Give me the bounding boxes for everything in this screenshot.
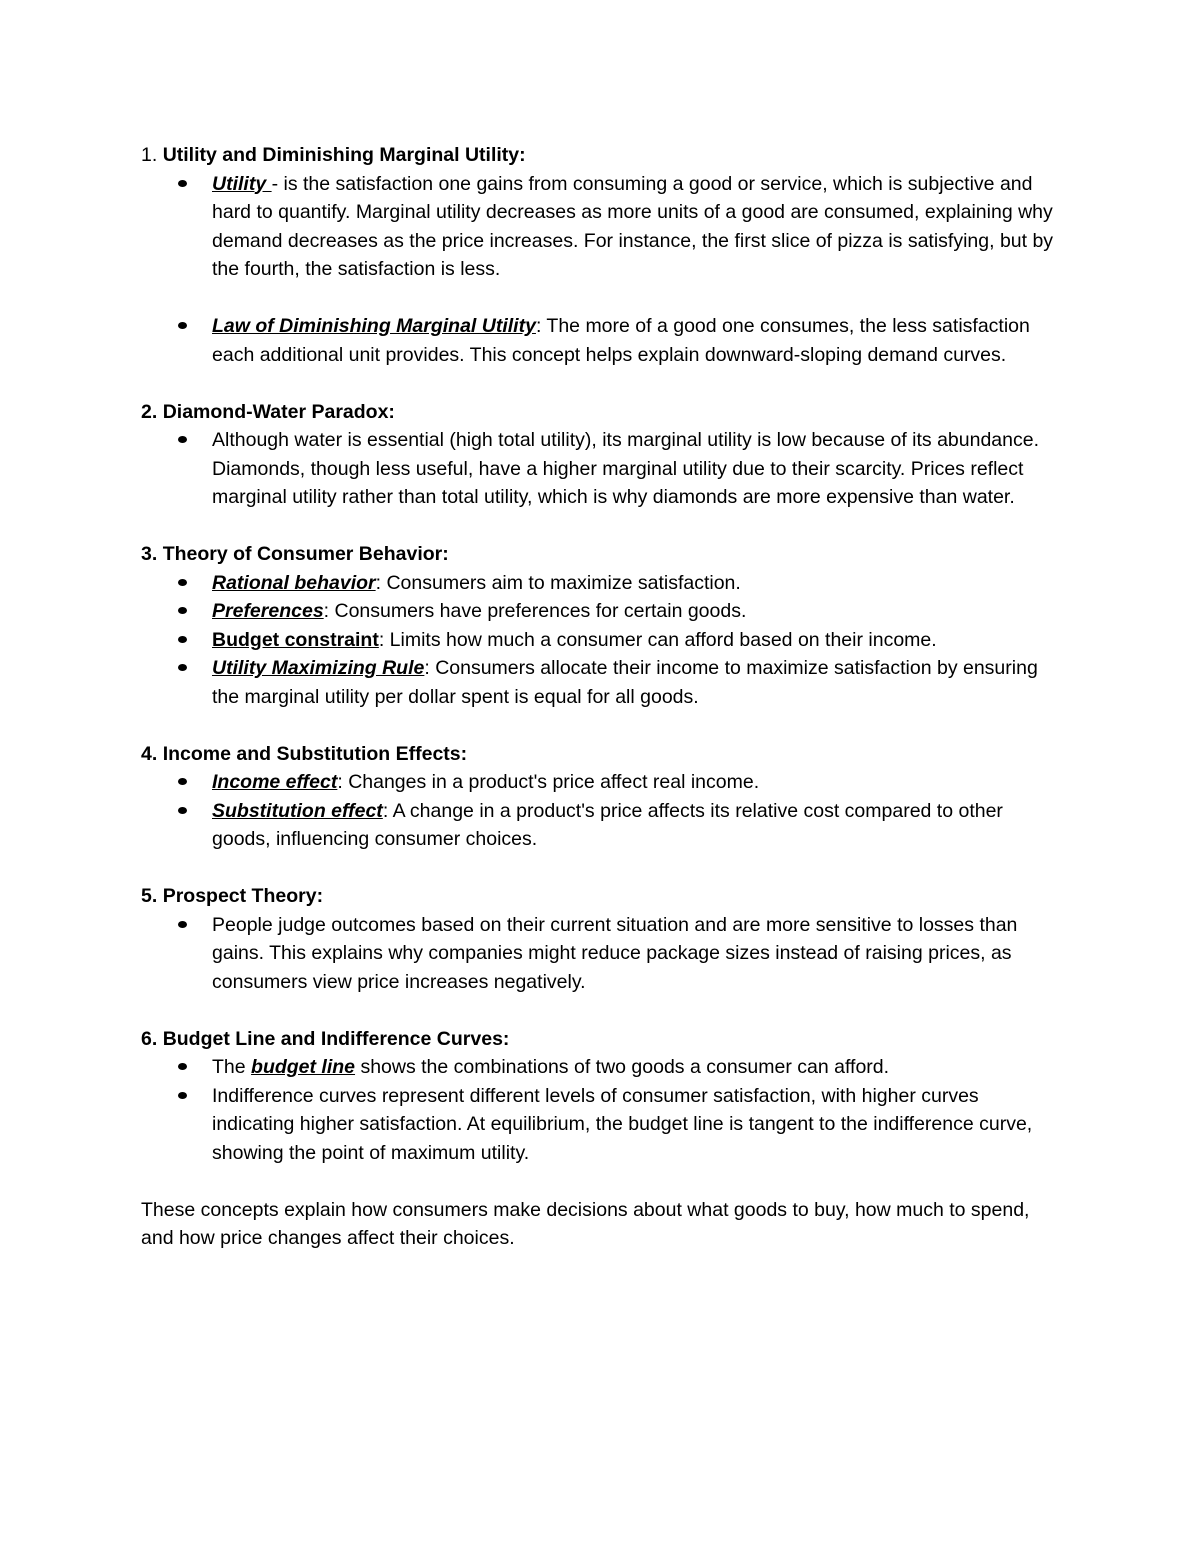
section-number: 4. bbox=[141, 742, 158, 765]
section-number: 3. bbox=[141, 543, 158, 565]
bullet-text: - is the satisfaction one gains from consuming a good or service, which is subjective and hard to quantify. Marginal utility decreases as more units of a good are consumed, explaining why demand decreases as the price increases. For instance, the first slice of pizza is satisfying, but by the fourth, the satisfaction is less. bbox=[212, 172, 1054, 280]
section-utility bbox=[141, 141, 1061, 369]
bullet-icon bbox=[178, 807, 187, 814]
bullet-icon bbox=[178, 1092, 187, 1099]
bullet-text: : Consumers have preferences for certain goods. bbox=[323, 600, 747, 622]
term-law-of-diminishing-marginal-utility: Law of Diminishing Marginal Utility bbox=[212, 315, 536, 337]
list-item bbox=[141, 170, 1061, 284]
list-item bbox=[141, 654, 1061, 711]
list-item bbox=[141, 626, 1061, 655]
bullet-text: : Changes in a product's price affect real income. bbox=[337, 771, 760, 793]
section-income-and-substitution-effects bbox=[141, 740, 1061, 854]
bullet-icon bbox=[178, 180, 187, 187]
bullet-text: Indifference curves represent different levels of consumer satisfaction, with higher curves indicating higher satisfaction. At equilibrium, the budget line is tangent to the indifference curve, showing the point of maximum utility. bbox=[212, 1084, 1033, 1164]
list-item bbox=[141, 1053, 1061, 1082]
section-title: Diamond-Water Paradox: bbox=[162, 400, 395, 423]
term-budget-constraint: Budget constraint bbox=[212, 628, 379, 651]
list-item bbox=[141, 1082, 1061, 1168]
section-number: 1. bbox=[141, 144, 158, 166]
bullet-text: : Consumers aim to maximize satisfaction. bbox=[375, 571, 741, 594]
term-preferences: Preferences bbox=[212, 600, 324, 622]
term-budget-line: budget line bbox=[251, 1056, 356, 1078]
section-title: Utility and Diminishing Marginal Utility: bbox=[162, 144, 526, 166]
list-item bbox=[141, 312, 1061, 369]
list-item bbox=[141, 797, 1061, 854]
bullet-icon bbox=[178, 1063, 187, 1070]
bullet-icon bbox=[178, 636, 187, 643]
section-prospect-theory bbox=[141, 882, 1061, 996]
section-heading bbox=[141, 740, 1061, 769]
bullet-text: The bbox=[212, 1056, 252, 1078]
section-heading bbox=[141, 141, 1061, 170]
bullet-icon bbox=[178, 579, 187, 586]
bullet-text: Although water is essential (high total utility), its marginal utility is low because of its abundance. Diamonds, though less useful, have a higher marginal utility due to their scarcity. Prices reflect marginal utility rather than total utility, which is why diamonds are more expensive than water. bbox=[212, 429, 1039, 508]
bullet-text: : Limits how much a consumer can afford based on their income. bbox=[378, 628, 937, 651]
bullet-text: : The more of a good one consumes, the less satisfaction each additional unit provides. This concept helps explain downward-sloping demand curves. bbox=[212, 315, 1030, 366]
bullet-icon bbox=[178, 921, 187, 928]
bullet-icon bbox=[178, 664, 187, 671]
bullet-icon bbox=[178, 778, 187, 785]
term-utility-maximizing-rule: Utility Maximizing Rule bbox=[212, 657, 425, 679]
list-item bbox=[141, 569, 1061, 598]
term-rational-behavior: Rational behavior bbox=[212, 571, 376, 594]
term-income-effect: Income effect bbox=[212, 771, 338, 793]
bullet-icon bbox=[178, 436, 187, 443]
section-budget-line-and-indifference-curves bbox=[141, 1025, 1061, 1168]
term-utility: Utility bbox=[212, 172, 272, 195]
section-diamond-water-paradox bbox=[141, 398, 1061, 512]
closing-paragraph: These concepts explain how consumers make decisions about what goods to buy, how much to spend, and how price changes affect their choices. bbox=[141, 1198, 1030, 1249]
bullet-list bbox=[141, 768, 1061, 854]
bullet-list bbox=[141, 911, 1061, 997]
section-theory-of-consumer-behavior bbox=[141, 540, 1061, 711]
section-title: Theory of Consumer Behavior: bbox=[162, 543, 449, 565]
list-item bbox=[141, 597, 1061, 626]
bullet-text: : Consumers allocate their income to maximize satisfaction by ensuring the marginal utility per dollar spent is equal for all goods. bbox=[212, 657, 1038, 708]
bullet-icon bbox=[178, 322, 187, 329]
term-substitution-effect: Substitution effect bbox=[212, 799, 383, 822]
bullet-text: shows the combinations of two goods a consumer can afford. bbox=[355, 1056, 890, 1078]
bullet-icon bbox=[178, 607, 187, 614]
bullet-list bbox=[141, 569, 1061, 712]
document-body bbox=[141, 141, 1061, 1253]
list-item bbox=[141, 768, 1061, 797]
section-title: Income and Substitution Effects: bbox=[162, 742, 468, 765]
section-heading bbox=[141, 882, 1061, 911]
bullet-list bbox=[141, 1053, 1061, 1167]
list-item bbox=[141, 911, 1061, 997]
section-title: Prospect Theory: bbox=[162, 885, 324, 907]
section-heading bbox=[141, 398, 1061, 427]
bullet-list bbox=[141, 170, 1061, 370]
section-title: Budget Line and Indifference Curves: bbox=[162, 1027, 510, 1050]
bullet-list bbox=[141, 426, 1061, 512]
section-number: 5. bbox=[141, 885, 158, 907]
section-number: 6. bbox=[141, 1027, 158, 1050]
section-number: 2. bbox=[141, 400, 158, 423]
section-heading bbox=[141, 540, 1061, 569]
list-item bbox=[141, 426, 1061, 512]
bullet-text: People judge outcomes based on their current situation and are more sensitive to losses than gains. This explains why companies might reduce package sizes instead of raising prices, as consumers view price increases negatively. bbox=[212, 913, 1018, 993]
section-heading bbox=[141, 1025, 1061, 1054]
bullet-text: : A change in a product's price affects its relative cost compared to other goods, influencing consumer choices. bbox=[212, 799, 1003, 850]
